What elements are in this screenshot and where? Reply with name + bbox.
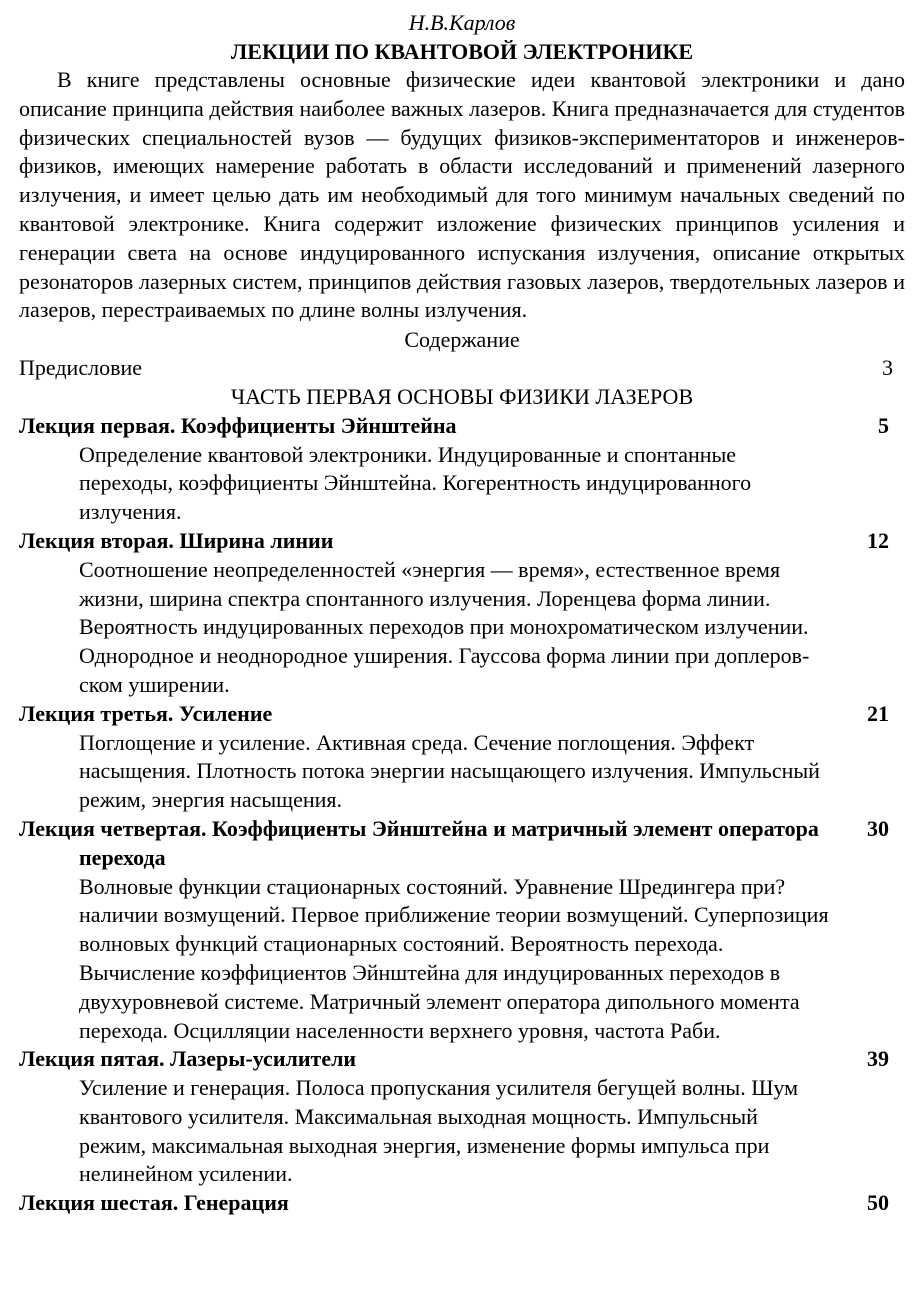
toc-page-number: 5 bbox=[878, 412, 889, 438]
toc-page-number: 3 bbox=[882, 355, 893, 381]
toc-page-number: 30 bbox=[867, 815, 889, 841]
author-name: Н.В.Карлов bbox=[408, 10, 516, 35]
lecture-description: Волновые функции стационарных состояний. Уравнение Шредингера при? наличии возмущений. Первое приближение теории возмущений. Суперпозиция волновых функций стационарных состояний. Вероятность перехода. Вычисление коэффициентов Эйнштейна для индуцированных переходов в двухуровневой системе. Матричный элемент оператора дипольного момента перехода. Осцилляции населенности верхнего уровня, частота Раби. bbox=[79, 873, 829, 1043]
lecture-title: Лекция четвертая. Коэффициенты Эйнштейна и матричный элемент оператора перехода bbox=[19, 815, 819, 870]
lecture-title: Лекция первая. Коэффициенты Эйнштейна bbox=[19, 412, 457, 438]
toc-page-number: 21 bbox=[867, 700, 889, 726]
lecture-title: Лекция вторая. Ширина линии bbox=[19, 527, 334, 553]
lecture-title: Лекция шестая. Генерация bbox=[19, 1190, 289, 1216]
toc-page-number: 12 bbox=[867, 527, 889, 553]
toc-entry-lecture-2[interactable] bbox=[19, 527, 905, 556]
lecture-title: Лекция пятая. Лазеры-усилители bbox=[19, 1046, 357, 1072]
toc-entry-lecture-6[interactable] bbox=[19, 1189, 905, 1218]
toc-entry-preface[interactable] bbox=[19, 354, 905, 383]
toc-page-number: 39 bbox=[867, 1046, 889, 1072]
book-title: ЛЕКЦИИ ПО КВАНТОВОЙ ЭЛЕКТРОНИКЕ bbox=[230, 39, 694, 64]
toc-entry-lecture-3[interactable] bbox=[19, 700, 905, 729]
lecture-description: Определение квантовой электроники. Индуцированные и спонтанные переходы, коэффициенты Эйнштейна. Когерентность индуцированного излучения. bbox=[79, 441, 752, 525]
toc-entry-lecture-1[interactable] bbox=[19, 412, 905, 441]
toc-page-number: 50 bbox=[867, 1190, 889, 1216]
lecture-title: Лекция третья. Усиление bbox=[19, 700, 273, 726]
lecture-description: Поглощение и усиление. Активная среда. Сечение поглощения. Эффект насыщения. Плотность потока энергии насыщающего излучения. Импульсный режим, энергия насыщения. bbox=[79, 729, 820, 813]
document-page bbox=[19, 8, 905, 1218]
toc-entry-lecture-4[interactable] bbox=[19, 815, 905, 873]
contents-heading: Содержание bbox=[404, 327, 520, 353]
part-heading: ЧАСТЬ ПЕРВАЯ ОСНОВЫ ФИЗИКИ ЛАЗЕРОВ bbox=[230, 383, 694, 409]
lecture-description: Соотношение неопределенностей «энергия — время», естественное время жизни, ширина спектра спонтанного излучения. Лоренцева форма линии. Вероятность индуцированных переходов при монохроматическом излучении. Однородное и неоднородное уширения. Гауссова форма линии при доплеров-ском уширении. bbox=[79, 556, 810, 697]
toc-entry-title: Предисловие bbox=[19, 355, 142, 381]
lecture-description: Усиление и генерация. Полоса пропускания усилителя бегущей волны. Шум квантового усилителя. Максимальная выходная мощность. Импульсный режим, максимальная выходная энергия, изменение формы импульса при нелинейном усилении. bbox=[79, 1075, 799, 1187]
abstract-paragraph: В книге представлены основные физические идеи квантовой электроники и дано описание принципа действия наиболее важных лазеров. Книга предназначается для студентов физических специальностей вузов — будущих физиков-экспериментаторов и инженеров-физиков, имеющих намерение работать в области исследований и применений лазерного излучения, и имеет целью дать им необходимый для того минимум начальных сведений по квантовой электронике. Книга содержит изложение физических принципов усиления и генерации света на основе индуцированного испускания излучения, описание открытых резонаторов лазерных систем, принципов действия газовых лазеров, твердотельных лазеров и лазеров, перестраиваемых по длине волны излучения. bbox=[19, 67, 905, 323]
toc-entry-lecture-5[interactable] bbox=[19, 1045, 905, 1074]
